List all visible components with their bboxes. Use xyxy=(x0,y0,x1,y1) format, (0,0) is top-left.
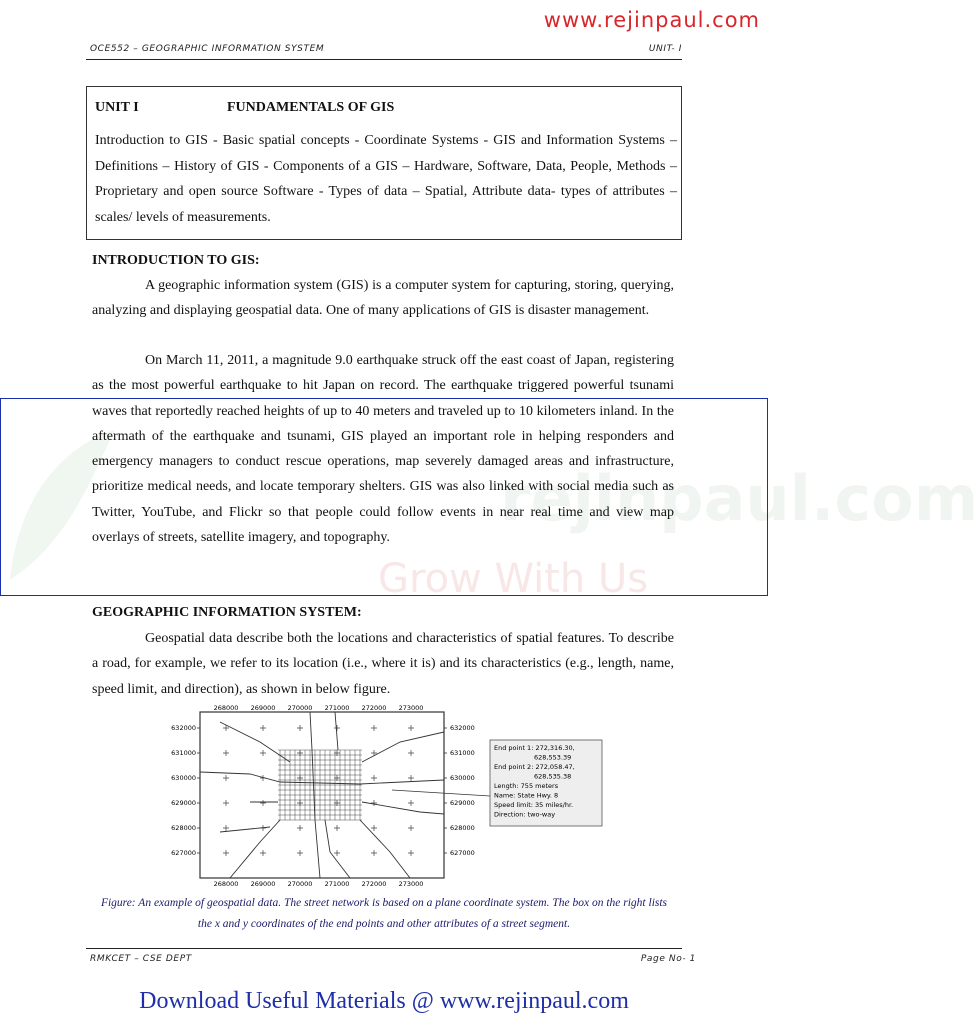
info-box-line: Length: 755 meters xyxy=(494,782,559,790)
x-tick-label-top: 271000 xyxy=(324,704,350,712)
info-box-line: End point 2: 272,058.47, xyxy=(494,763,575,771)
intro-paragraph-2: On March 11, 2011, a magnitude 9.0 earthquake struck off the east coast of Japan, registering as the most powerful earthquake to hit Japan on record. The earthquake triggered powerful tsunami waves that reportedly reached heights of up to 40 meters and traveled up to 10 kilometers inland. In the aftermath of the earthquake and tsunami, GIS played an important role in helping responders and emergency managers to conduct rescue operations, map severely damaged areas and infrastructure, prioritize medical needs, and locate temporary shelters. GIS was also linked with social media such as Twitter, YouTube, and Flickr so that people could follow events in near real time and view map overlays of streets, satellite imagery, and topography. xyxy=(92,353,674,546)
footer-dept: RMKCET – CSE DEPT xyxy=(90,954,192,964)
x-tick-label-top: 270000 xyxy=(287,704,313,712)
x-tick-label-bottom: 273000 xyxy=(398,880,424,888)
watermark-brand: rejinpaul.com xyxy=(500,462,978,535)
footer-page-number: Page No- 1 xyxy=(640,954,696,964)
x-tick-label-bottom: 268000 xyxy=(213,880,239,888)
geospatial-figure xyxy=(160,702,610,888)
intro-paragraph-1: A geographic information system (GIS) is a computer system for capturing, storing, querying, analyzing and displaying geospatial data. One of many applications of GIS is disaster management. xyxy=(92,278,674,319)
header-unit-label: UNIT- I xyxy=(648,44,682,54)
site-banner-link[interactable]: www.rejinpaul.com xyxy=(543,8,760,32)
y-tick-label-left: 632000 xyxy=(171,724,196,732)
x-tick-label-top: 272000 xyxy=(361,704,387,712)
info-box-line: Direction: two-way xyxy=(494,810,556,819)
footer-rule xyxy=(86,948,682,949)
x-tick-label-top: 269000 xyxy=(250,704,276,712)
y-tick-label-left: 629000 xyxy=(171,799,196,807)
gis-heading: GEOGRAPHIC INFORMATION SYSTEM: xyxy=(92,605,362,620)
gis-paragraph: Geospatial data describe both the locations and characteristics of spatial features. To describe a road, for example, we refer to its location (i.e., where it is) and its characteristics (e.g., length, name, speed limit, and direction), as shown in below figure. xyxy=(92,631,674,697)
info-box-line: Name: State Hwy. 8 xyxy=(494,791,559,800)
y-tick-label-left: 628000 xyxy=(171,824,196,832)
x-tick-label-bottom: 271000 xyxy=(324,880,350,888)
y-tick-label-left: 630000 xyxy=(171,774,196,782)
y-tick-label-left: 627000 xyxy=(171,849,196,857)
info-box-line: 628,553.39 xyxy=(534,753,572,762)
y-tick-label-left: 631000 xyxy=(171,749,196,757)
y-tick-label-right: 631000 xyxy=(450,749,475,757)
unit-title: UNIT I xyxy=(95,100,139,115)
highlight-box xyxy=(0,398,768,596)
y-tick-label-right: 627000 xyxy=(450,849,475,857)
x-tick-label-top: 268000 xyxy=(213,704,239,712)
intro-heading: INTRODUCTION TO GIS: xyxy=(92,253,260,268)
y-tick-label-right: 628000 xyxy=(450,824,475,832)
x-tick-label-bottom: 272000 xyxy=(361,880,387,888)
y-tick-label-right: 629000 xyxy=(450,799,475,807)
unit-syllabus: Introduction to GIS - Basic spatial concepts - Coordinate Systems - GIS and Information Systems – Definitions – History of GIS - Components of a GIS – Hardware, Software, Data, People, Methods – Proprietary and open source Software - Types of data – Spatial, Attribute data- types of attributes – scales/ levels of measurements. xyxy=(95,133,677,225)
x-tick-label-bottom: 270000 xyxy=(287,880,313,888)
download-banner-link[interactable]: Download Useful Materials @ www.rejinpaul.com xyxy=(139,988,629,1014)
x-tick-label-bottom: 269000 xyxy=(250,880,276,888)
header-course-title: OCE552 – GEOGRAPHIC INFORMATION SYSTEM xyxy=(90,44,325,54)
info-box-line: End point 1: 272,316.30, xyxy=(494,744,575,752)
unit-subtitle: FUNDAMENTALS OF GIS xyxy=(227,100,395,115)
y-tick-label-right: 632000 xyxy=(450,724,475,732)
x-tick-label-top: 273000 xyxy=(398,704,424,712)
header-rule xyxy=(86,59,682,60)
y-tick-label-right: 630000 xyxy=(450,774,475,782)
info-box-line: Speed limit: 35 miles/hr. xyxy=(494,801,574,809)
info-box-line: 628,535.38 xyxy=(534,772,572,781)
watermark-slogan: Grow With Us xyxy=(378,556,649,602)
figure-caption: Figure: An example of geospatial data. The street network is based on a plane coordinate system. The box on the right lists the x and y coordinates of the end points and other attributes of a street segment. xyxy=(100,897,668,930)
